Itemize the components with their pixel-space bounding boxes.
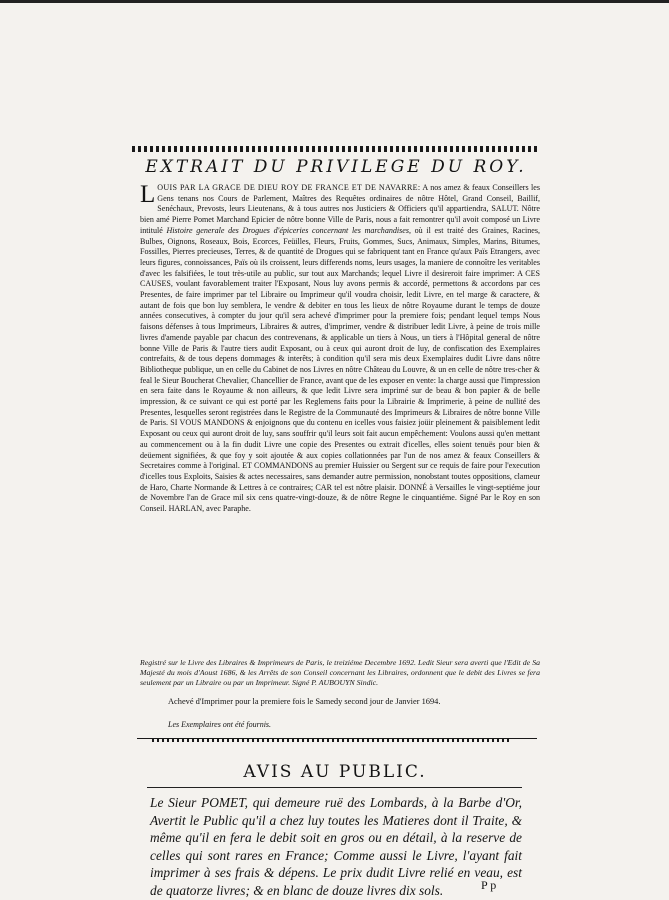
copies-note: Les Exemplaires ont été fournis. (168, 720, 272, 729)
privilege-opening: OUIS PAR LA GRACE DE DIEU ROY DE FRANCE ET DE NAVARRE: (157, 183, 421, 192)
privilege-text (140, 183, 540, 515)
avis-underline (147, 787, 522, 788)
catchword: P p (481, 878, 497, 892)
drop-cap: L (140, 181, 156, 208)
book-title: Histoire generale des Drogues d'épiceries concernant les marchandises (166, 225, 409, 235)
ornamental-rule (132, 146, 538, 152)
privilege-text-part-2: , où il est traité des Graines, Racines, Bulbes, Oignons, Roseaux, Bois, Ecorces, Feüilles, Fleurs, Fruits, Gommes, Sucs, Animaux, Simples, Marins, Bitumes, Fossilles, Pierres precieuses, Terres, & de quantité de Drogues qui se fabriquent tant en France qu'aux Païs Etrangers, avec leurs figures, connoissances, Païs où ils croissent, leurs differends noms, leurs usages, la maniere de connoître les veritables d'avec les falsifiées, le tout très-utile au public, sur tout aux Marchands; lequel Livre il desireroit faire imprimer: A CES CAUSES, voulant favorablement traiter l'Exposant, Nous luy avons permis & accordé, permettons & accordons par ces Presentes, de faire imprimer par tel Libraire ou Imprimeur qu'il voudra choisir, ledit Livre, en tel marge & caractere, & autant de fois que bon luy semblera, le vendre & debiter en tous les lieux de nôtre Royaume durant le temps de douze années consecutives, à compter du jour qu'il sera achevé d'imprimer pour la premiere fois; pendant lequel temps Nous faisons défenses à tous Imprimeurs, Libraires & autres, d'imprimer, vendre & distribuer ledit Livre, à peine de trois mille livres d'amende payable par chacun des contrevenans, & applicable un tiers à Nous, un tiers à l'Hôpital general de nôtre bonne Ville de Paris & l'autre tiers audit Exposant, ou à ceux qui auront droit de luy, de confiscation des Exemplaires contrefaits, & de tous depens dommages & interêts; à condition qu'il sera mis deux Exemplaires dudit Livre dans nôtre Bibliotheque publique, un en celle du Cabinet de nos Livres en nôtre Château du Louvre, & un en celle de nôtre tres-cher & feal le Sieur Boucherat Chevalier, Chancellier de France, avant que de les exposer en vente: la charge aussi que l'impression en sera faite dans le Royaume & non ailleurs, & que ledit Livre sera imprimé sur de beau & bon papier & de belle impression, & ce suivant ce qui est porté par les Reglemens faits pour la Librairie & Imprimerie, à peine de nullité des Presentes, lesquelles seront registrées dans le Registre de la Communauté des Imprimeurs & Libraires de nôtre bonne Ville de Paris. SI VOUS MANDONS & enjoignons que du contenu en icelles vous faisiez joüir pleinement & paisiblement ledit Exposant ou ceux qui auront droit de luy, sans souffrir qu'il leurs soit fait aucun empêchement: Voulons aussi qu'en mettant au commencement ou à la fin dudit Livre une copie des Presentes ou extrait d'icelles, elles soient tenuës pour bien & deüement signifiées, & que foy y soit ajoutée & aux copies collationnées par l'un de nos amez & feaux Conseillers & Secretaires comme à l'original. ET COMMANDONS au premier Huissier ou Sergent sur ce requis de faire pour l'execution d'icelles tous Exploits, Saisies & actes necessaires, sans demander autre permission, nonobstant toutes oppositions, clameur de Haro, Charte Normande & Lettres à ce contraires; CAR tel est nôtre plaisir. DONNÉ à Versailles le vingt-septiéme jour de Novembre l'an de Grace mil six cens quatre-vingt-douze, & de nôtre Regne le cinquantiéme. Signé Par le Roy en son Conseil. HARLAN, avec Paraphe. (140, 225, 540, 514)
top-border (0, 0, 669, 8)
avis-title: AVIS AU PUBLIC. (243, 762, 427, 782)
avis-body: Le Sieur POMET, qui demeure ruë des Lombards, à la Barbe d'Or, Avertit le Public qu'il a chez luy toutes les Matieres dont il Traite, & même qu'il en fera le debit soit en gros ou en détail, à la reserve de celles qui sont rares en France; Comme aussi le Livre, l'ayant fait imprimer à ses frais & dépens. Le prix dudit Livre relié en veau, est de quatorze livres; & en blanc de douze livres dix sols. (150, 795, 522, 898)
ornamental-rule-2 (152, 739, 512, 742)
printing-completed-note: Achevé d'Imprimer pour la premiere fois le Samedy second jour de Janvier 1694. (168, 697, 441, 706)
registration-note: Registré sur le Livre des Libraires & Imprimeurs de Paris, le treiziéme Decembre 1692. Ledit Sieur sera averti que l'Edit de Sa Majesté du mois d'Aoust 1686, & les Arrêts de son Conseil concernant les Libraires, ordonnent que le debit des Livres se fera seulement par un Libraire ou par un Imprimeur. Signé P. AUBOUYN Sindic. (140, 658, 540, 687)
privilege-title: EXTRAIT DU PRIVILEGE DU ROY. (145, 157, 527, 177)
privilege-text-part-1: A nos amez & feaux Conseillers les Gens tenans nos Cours de Parlement, Maîtres des Requêtes ordinaires de nôtre Hôtel, Grand Conseil, Baillif, Senéchaux, Prevosts, leurs Lieutenans, & à tous autres nos Justiciers & Officiers qu'il appartiendra, SALUT. Nôtre bien amé Pierre Pomet Marchand Epicier de nôtre bonne Ville de Paris, nous a fait remontrer qu'il avoit composé un Livre intitulé (140, 183, 540, 235)
